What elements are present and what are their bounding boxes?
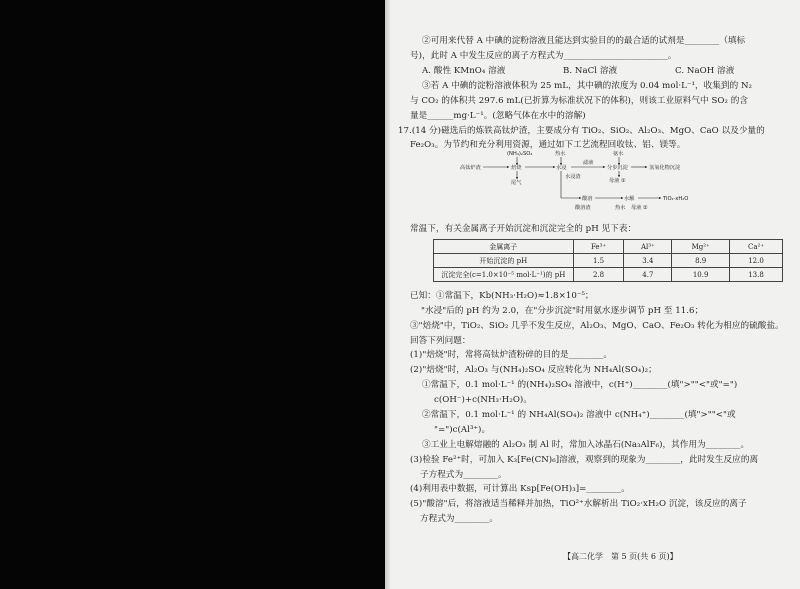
q16-2-line2: 号)，此时 A 中发生反应的离子方程式为________________________。 xyxy=(410,51,677,61)
sub-q5-line2: 方程式为________。 xyxy=(420,514,498,524)
flow-hydrolysis: 水解 xyxy=(624,196,635,202)
table-cell: 13.8 xyxy=(730,268,783,282)
table-cell: 1.5 xyxy=(573,254,624,268)
table-cell: 4.7 xyxy=(624,268,672,282)
table-row xyxy=(434,268,783,282)
sub-q1: (1)"焙烧"时，常将高钛炉渣粉碎的目的是________。 xyxy=(410,350,613,360)
known-2: "水浸"后的 pH 约为 2.0，在"分步沉淀"时用氨水逐步调节 pH 至 11.6； xyxy=(421,306,704,316)
table-intro: 常温下，有关金属离子开始沉淀和沉淀完全的 pH 见下表： xyxy=(410,224,637,234)
sub-q3-line2: 子方程式为________。 xyxy=(420,470,507,480)
flow-mother-liquor-1: 母液 ① xyxy=(609,178,626,184)
flow-reagent-hot-water: 热水 xyxy=(555,151,566,157)
page-shadow-edge xyxy=(385,0,391,589)
table-header-cell: Ca²⁺ xyxy=(730,240,783,254)
table-header-cell: 金属离子 xyxy=(434,240,574,254)
flow-filtrate: 滤液 xyxy=(583,160,594,166)
table-row xyxy=(434,254,783,268)
table-header-cell: Mg²⁺ xyxy=(672,240,730,254)
flow-hydroxides: 氢氧化物沉淀 xyxy=(649,165,681,171)
flow-water-leach: 水浸 xyxy=(556,165,567,171)
q16-2-line1: ②可用来代替 A 中碘的淀粉溶液且能达到实验目的的最合适的试剂是________（填标 xyxy=(422,36,746,46)
flow-product: TiO₂·xH₂O xyxy=(663,196,689,202)
ph-data-table xyxy=(433,239,783,282)
table-row-label: 沉淀完全(c=1.0×10⁻⁵ mol·L⁻¹)的 pH xyxy=(434,268,574,282)
option-a: A. 酸性 KMnO₄ 溶液 xyxy=(422,66,506,76)
sub-q2-1-line2: c(OH⁻)+c(NH₃·H₂O)。 xyxy=(434,395,532,405)
flow-reagent-ammonium-sulfate: (NH₄)₂SO₄ xyxy=(507,151,533,157)
sub-q4: (4)利用表中数据，可计算出 Ksp[Fe(OH)₃]=________。 xyxy=(410,484,630,494)
table-header-cell: Fe³⁺ xyxy=(573,240,624,254)
page-footer: 【高二化学 第 5 页(共 6 页)】 xyxy=(563,552,678,561)
flow-residue: 水浸渣 xyxy=(565,174,581,180)
flow-step-precipitation: 分步沉淀 xyxy=(607,165,628,171)
table-header-row xyxy=(434,240,783,254)
sub-q2: (2)"焙烧"时，Al₂O₃ 与(NH₄)₂SO₄ 反应转化为 NH₄Al(SO₄)₂； xyxy=(410,365,657,375)
flow-tail-gas: 尾气 xyxy=(511,180,522,186)
q17-intro-line2: Fe₂O₃。为节约和充分利用资源，通过如下工艺流程回收钛、铝、镁等。 xyxy=(410,140,686,150)
q17-intro-line1: 17.(14 分)磁选后的炼铁高钛炉渣，主要成分有 TiO₂、SiO₂、Al₂O₃、MgO、CaO 以及少量的 xyxy=(398,126,765,136)
sub-q2-3: ③工业上电解熔融的 Al₂O₃ 制 Al 时，常加入冰晶石(Na₃AlF₆)，其作用为________。 xyxy=(422,440,750,450)
process-flow-diagram xyxy=(455,148,700,210)
option-c: C. NaOH 溶液 xyxy=(675,66,735,76)
table-row-label: 开始沉淀的 pH xyxy=(434,254,574,268)
flow-mother-liquor-2: 母液 ② xyxy=(631,205,648,210)
flow-feed: 高钛炉渣 xyxy=(460,165,481,171)
q16-3-line1: ③若 A 中碘的淀粉溶液体积为 25 mL，其中碘的浓度为 0.04 mol·L⁻¹，收集到的 N₂ xyxy=(422,81,753,91)
sub-q2-2-line2: "=")c(Al³⁺)。 xyxy=(434,425,491,435)
sub-q2-2-line1: ②常温下，0.1 mol·L⁻¹ 的 NH₄Al(SO₄)₂ 溶液中 c(NH₄⁺)________(填">""<"或 xyxy=(422,410,736,420)
table-cell: 8.9 xyxy=(672,254,730,268)
sub-q5-line1: (5)"酸溶"后，将溶液适当稀释并加热，TiO²⁺水解析出 TiO₂·xH₂O 沉淀，该反应的离子 xyxy=(410,499,747,509)
sub-q3-line1: (3)检验 Fe²⁺时，可加入 K₃[Fe(CN)₆]溶液，观察到的现象为________，此时发生反应的离 xyxy=(410,455,759,465)
table-cell: 12.0 xyxy=(730,254,783,268)
flow-acid-leach: 酸溶 xyxy=(582,196,593,202)
known-1: 已知：①常温下，Kb(NH₃·H₂O)≈1.8×10⁻⁵； xyxy=(410,291,594,301)
flow-roast: 焙烧 xyxy=(511,165,522,171)
table-cell: 10.9 xyxy=(672,268,730,282)
flow-reagent-ammonia: 氨水 xyxy=(613,151,624,157)
table-cell: 3.4 xyxy=(624,254,672,268)
q16-3-line3: 量是______mg·L⁻¹。(忽略气体在水中的溶解) xyxy=(410,111,586,121)
answer-prompt: 回答下列问题： xyxy=(410,336,471,346)
table-cell: 2.8 xyxy=(573,268,624,282)
q16-3-line2: 与 CO₂ 的体积共 297.6 mL(已折算为标准状况下的体积)，则该工业原料气中 SO₂ 的含 xyxy=(410,96,749,106)
sub-q2-1-line1: ①常温下，0.1 mol·L⁻¹ 的(NH₄)₂SO₄ 溶液中，c(H⁺)________(填">""<"或"=") xyxy=(422,380,738,390)
flow-hot-water-2: 热水 xyxy=(615,205,626,210)
flow-acid-residue: 酸溶渣 xyxy=(575,205,591,210)
known-3: ③"焙烧"中，TiO₂、SiO₂ 几乎不发生反应，Al₂O₃、MgO、CaO、Fe₂O₃ 转化为相应的硫酸盐。 xyxy=(410,321,784,331)
option-b: B. NaCl 溶液 xyxy=(563,66,618,76)
table-header-cell: Al³⁺ xyxy=(624,240,672,254)
